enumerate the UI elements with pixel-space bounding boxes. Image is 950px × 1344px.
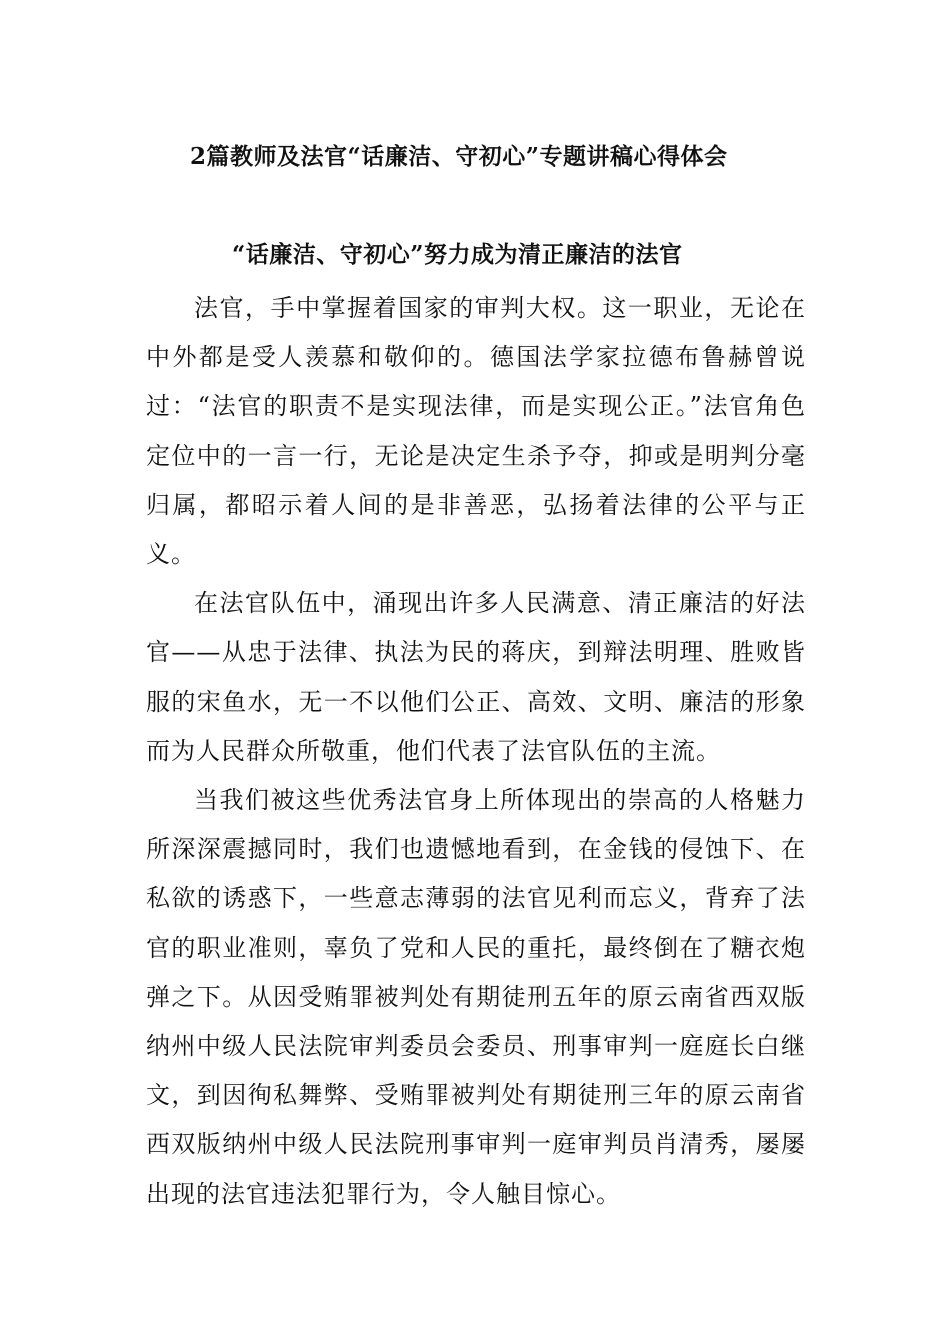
- section-title: “话廉洁、守初心”努力成为清正廉洁的法官: [232, 241, 683, 268]
- paragraph: 在法官队伍中，涌现出许多人民满意、清正廉洁的好法官——从忠于法律、执法为民的蒋庆，到辩法明理、胜败皆服的宋鱼水，无一不以他们公正、高效、文明、廉洁的形象而为人民群众所敬重，他们代表了法官队伍的主流。: [146, 589, 806, 765]
- document-body: [146, 284, 806, 1219]
- paragraph: 当我们被这些优秀法官身上所体现出的崇高的人格魅力所深深震撼同时，我们也遗憾地看到，在金钱的侵蚀下、在私欲的诱惑下，一些意志薄弱的法官见利而忘义，背弃了法官的职业准则，辜负了党和人民的重托，最终倒在了糖衣炮弹之下。从因受贿罪被判处有期徒刑五年的原云南省西双版纳州中级人民法院审判委员会委员、刑事审判一庭庭长白继文，到因徇私舞弊、受贿罪被判处有期徒刑三年的原云南省西双版纳州中级人民法院刑事审判一庭审判员肖清秀，屡屡出现的法官违法犯罪行为，令人触目惊心。: [146, 786, 806, 1208]
- document-title: 2篇教师及法官“话廉洁、守初心”专题讲稿心得体会: [190, 143, 728, 170]
- paragraph: 法官，手中掌握着国家的审判大权。这一职业，无论在中外都是受人羡慕和敬仰的。德国法学家拉德布鲁赫曾说过：“法官的职责不是实现法律，而是实现公正。”法官角色定位中的一言一行，无论是决定生杀予夺，抑或是明判分毫归属，都昭示着人间的是非善恶，弘扬着法律的公平与正义。: [146, 294, 806, 569]
